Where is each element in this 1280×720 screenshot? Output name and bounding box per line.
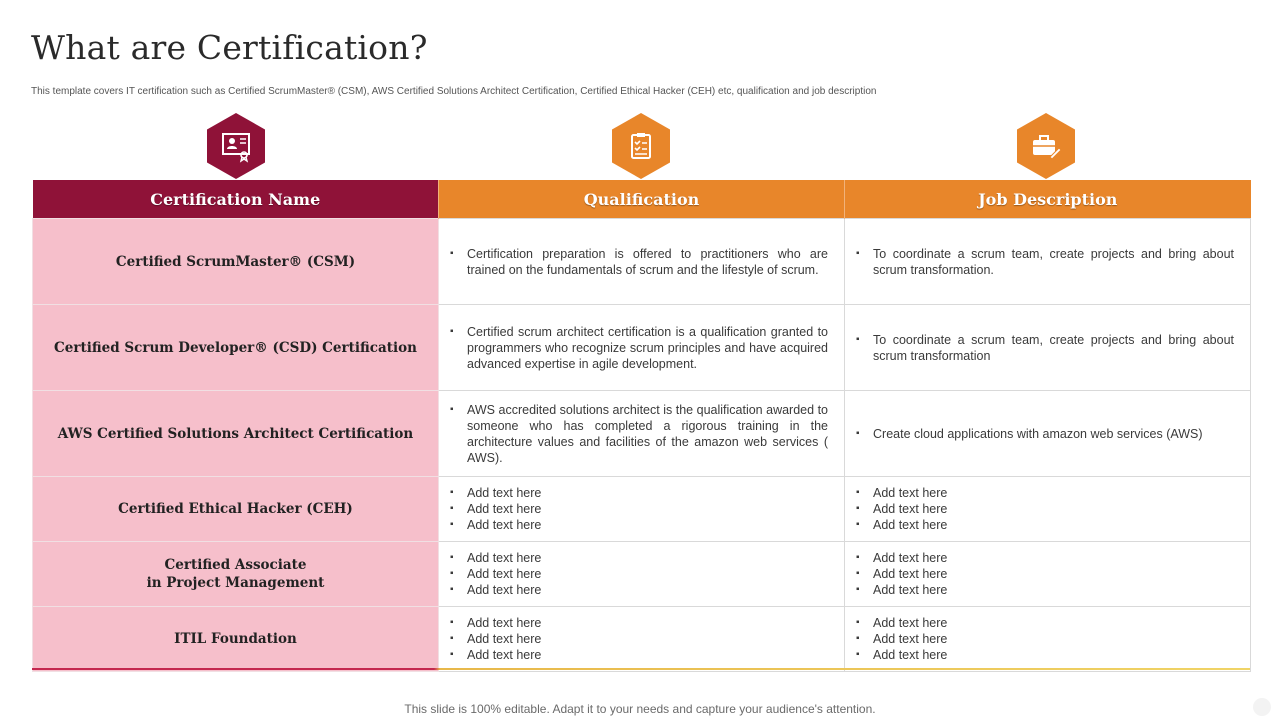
certificate-icon: [207, 113, 265, 179]
list-item: ▪ Add text here: [873, 582, 1234, 598]
qualification-cell: [439, 477, 845, 542]
qualification-list: [439, 550, 844, 598]
checklist-icon-graphic: [624, 129, 658, 163]
job-description-cell: [845, 391, 1251, 477]
job-description-cell: [845, 477, 1251, 542]
table-row: [33, 219, 1251, 305]
certification-name: ITIL Foundation: [174, 631, 297, 647]
certification-name-line-1: Certified Associate: [164, 557, 307, 573]
list-item: ▪ Add text here: [467, 631, 828, 647]
job-description-list: [845, 426, 1250, 442]
list-item: ▪ Add text here: [467, 615, 828, 631]
list-item: ▪ To coordinate a scrum team, create projects and bring about scrum transformation: [873, 332, 1234, 364]
header-qualification: Qualification: [439, 180, 845, 219]
certification-name: Certified Scrum Developer® (CSD) Certification: [54, 339, 417, 356]
certification-name-cell: [33, 305, 439, 391]
qualification-cell: [439, 607, 845, 672]
job-description-list: [845, 332, 1250, 364]
certification-name-cell: [33, 391, 439, 477]
header-job-description: Job Description: [845, 180, 1251, 219]
list-item: ▪ To coordinate a scrum team, create projects and bring about scrum transformation.: [873, 246, 1234, 278]
page-subtitle: This template covers IT certification such as Certified ScrumMaster® (CSM), AWS Certified Solutions Architect Certification, Certified Ethical Hacker (CEH) etc, qualification and job description: [31, 86, 877, 97]
job-description-cell: [845, 542, 1251, 607]
job-description-list: [845, 485, 1250, 533]
table-row: [33, 391, 1251, 477]
page-title: What are Certification?: [31, 28, 428, 67]
job-description-cell: [845, 305, 1251, 391]
list-item: ▪ Add text here: [467, 501, 828, 517]
list-item: ▪ Create cloud applications with amazon web services (AWS): [873, 426, 1234, 442]
list-item: ▪ Add text here: [467, 566, 828, 582]
list-item: ▪ Add text here: [873, 631, 1234, 647]
job-description-list: [845, 615, 1250, 663]
table-header-row: [33, 180, 1251, 219]
certification-name-cell: [33, 542, 439, 607]
certification-name-cell: [33, 607, 439, 672]
qualification-cell: [439, 391, 845, 477]
certification-name: Certified ScrumMaster® (CSM): [115, 253, 356, 270]
list-item: ▪ Add text here: [873, 566, 1234, 582]
certification-name-line-2: in Project Management: [146, 575, 325, 591]
certification-name: Certified Ethical Hacker (CEH): [118, 501, 353, 517]
job-description-list: [845, 246, 1250, 278]
list-item: ▪ Add text here: [467, 550, 828, 566]
certification-name-cell: [33, 477, 439, 542]
list-item: ▪ Add text here: [873, 647, 1234, 663]
qualification-list: [439, 246, 844, 278]
list-item: ▪ Add text here: [467, 647, 828, 663]
list-item: ▪ Certification preparation is offered to practitioners who are trained on the fundamentals of scrum and the lifestyle of scrum.: [467, 246, 828, 278]
certification-table: [32, 180, 1251, 672]
list-item: ▪ Add text here: [873, 485, 1234, 501]
certification-name: AWS Certified Solutions Architect Certification: [57, 425, 414, 442]
list-item: ▪ Add text here: [873, 501, 1234, 517]
list-item: ▪ Add text here: [873, 517, 1234, 533]
table-row: [33, 477, 1251, 542]
qualification-cell: [439, 542, 845, 607]
list-item: ▪ Certified scrum architect certification is a qualification granted to programmers who recognize scrum principles and have acquired advanced expertise in agile development.: [467, 324, 828, 372]
table-row: [33, 607, 1251, 672]
qualification-list: [439, 615, 844, 663]
qualification-cell: [439, 219, 845, 305]
list-item: ▪ Add text here: [467, 582, 828, 598]
qualification-list: [439, 324, 844, 372]
qualification-cell: [439, 305, 845, 391]
qualification-list: [439, 402, 844, 466]
table-row: [33, 542, 1251, 607]
briefcase-pen-icon: [1017, 113, 1075, 179]
list-item: ▪ AWS accredited solutions architect is the qualification awarded to someone who has completed a rigorous training in the architecture values and facilities of the amazon web services ( AWS).: [467, 402, 828, 466]
list-item: ▪ Add text here: [467, 485, 828, 501]
list-item: ▪ Add text here: [873, 550, 1234, 566]
slide-corner-marker: [1253, 698, 1271, 716]
qualification-list: [439, 485, 844, 533]
table-row: [33, 305, 1251, 391]
footer-note: This slide is 100% editable. Adapt it to your needs and capture your audience's attention.: [404, 702, 876, 716]
briefcase-pen-icon-graphic: [1029, 129, 1063, 163]
job-description-cell: [845, 219, 1251, 305]
job-description-list: [845, 550, 1250, 598]
certification-name-cell: [33, 219, 439, 305]
certificate-icon-graphic: [219, 129, 253, 163]
job-description-cell: [845, 607, 1251, 672]
table-bottom-divider: [32, 668, 1250, 670]
list-item: ▪ Add text here: [467, 517, 828, 533]
header-certification-name: Certification Name: [33, 180, 439, 219]
list-item: ▪ Add text here: [873, 615, 1234, 631]
checklist-icon: [612, 113, 670, 179]
